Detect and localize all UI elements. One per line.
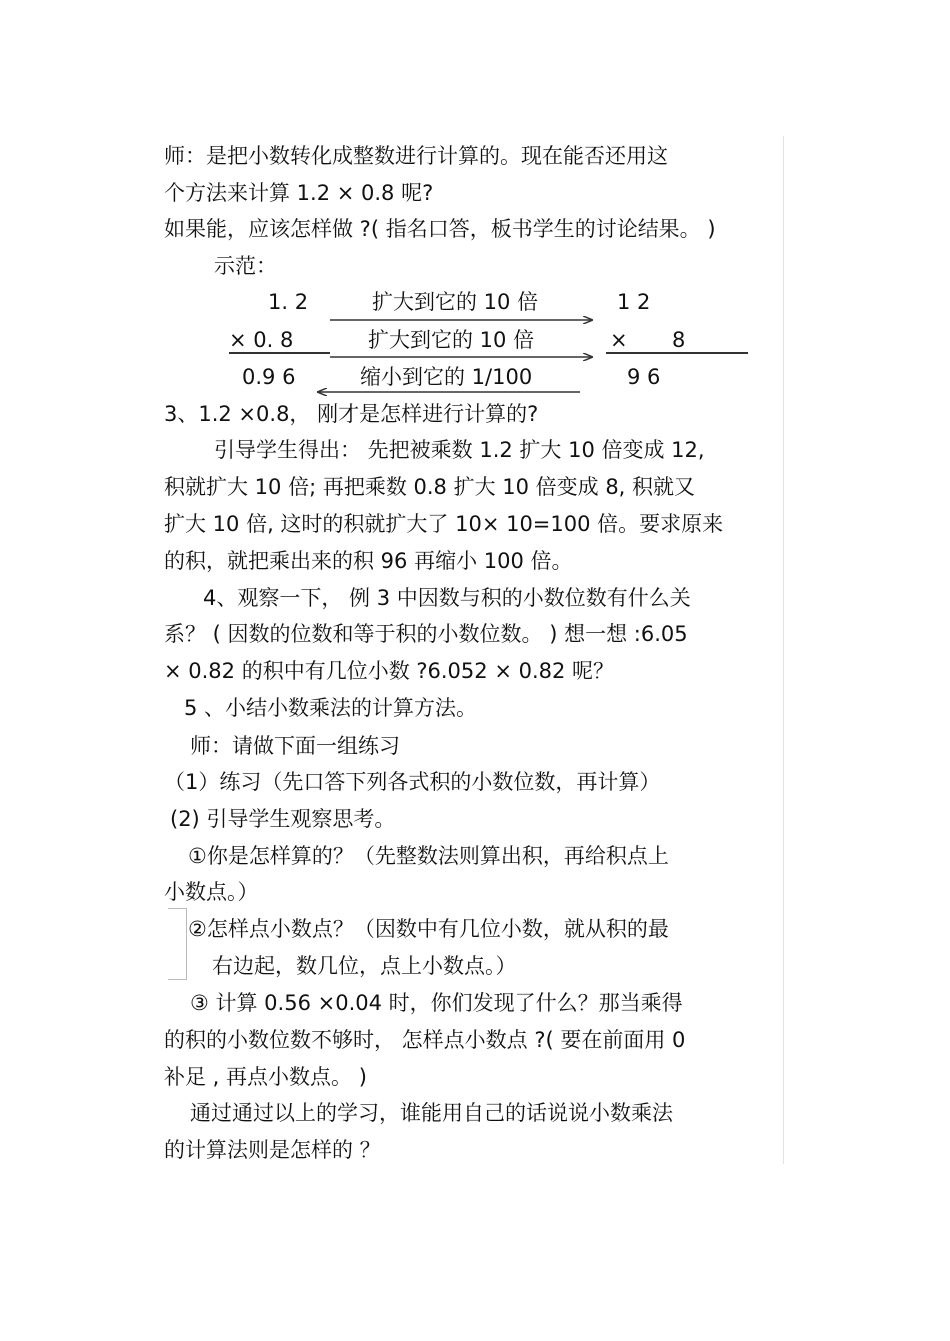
demo-int-factor1: 1 2 (617, 290, 651, 314)
paragraph-line: 积就扩大 10 倍; 再把乘数 0.8 扩大 10 倍变成 8, 积就又 (164, 475, 696, 499)
paragraph-line: 示范： (214, 254, 277, 278)
demo-arrow3-label: 缩小到它的 1/100 (360, 365, 533, 389)
demo-arrow2-label: 扩大到它的 10 倍 (368, 328, 535, 352)
paragraph-line: 通过通过以上的学习，谁能用自己的话说说小数乘法 (190, 1101, 673, 1125)
paragraph-line: (2) 引导学生观察思考。 (170, 807, 396, 831)
demo-factor2: × 0. 8 (229, 328, 294, 352)
paragraph-line: 右边起，数几位，点上小数点。） (212, 954, 517, 978)
paragraph-line: 个方法来计算 1.2 × 0.8 呢? (164, 181, 434, 205)
paragraph-line: 补足 , 再点小数点。 ) (164, 1065, 367, 1089)
paragraph-line: ②怎样点小数点？（因数中有几位小数，就从积的最 (188, 917, 669, 941)
paragraph-line: 师：是把小数转化成整数进行计算的。现在能否还用这 (164, 144, 668, 168)
paragraph-line: 的计算法则是怎样的 ？ (164, 1138, 381, 1162)
demo-factor1: 1. 2 (268, 290, 309, 314)
demo-int-factor2: 8 (672, 328, 686, 352)
paragraph-line: 如果能，应该怎样做 ?( 指名口答，板书学生的讨论结果。 ) (164, 217, 716, 241)
paragraph-line: 的积的小数位数不够时， 怎样点小数点 ?( 要在前面用 0 (164, 1028, 686, 1052)
paragraph-line: 系？ ( 因数的位数和等于积的小数位数。 ) 想一想 :6.05 (164, 622, 688, 646)
paragraph-line: 引导学生得出： 先把被乘数 1.2 扩大 10 倍变成 12, (214, 438, 705, 462)
paragraph-line: 的积，就把乘出来的积 96 再缩小 100 倍。 (164, 549, 573, 573)
margin-bracket (168, 908, 187, 980)
paragraph-line: 5 、小结小数乘法的计算方法。 (184, 696, 478, 720)
paragraph-line: 扩大 10 倍, 这时的积就扩大了 10× 10=100 倍。要求原来 (164, 512, 724, 536)
paragraph-line: ③ 计算 0.56 ×0.04 时，你们发现了什么？那当乘得 (190, 991, 683, 1015)
demo-arrow1-label: 扩大到它的 10 倍 (372, 290, 539, 314)
demo-int-times: × (610, 328, 628, 352)
demo-product: 0.9 6 (242, 365, 296, 389)
paragraph-line: 师：请做下面一组练习 (190, 734, 400, 758)
paragraph-line: ①你是怎样算的？（先整数法则算出积，再给积点上 (188, 844, 669, 868)
paragraph-line: 小数点。） (164, 880, 259, 904)
demo-arrows (0, 0, 950, 420)
demo-int-product: 9 6 (627, 365, 661, 389)
paragraph-line: （1）练习（先口答下列各式积的小数位数，再计算） (164, 770, 661, 794)
paragraph-line: 4、观察一下， 例 3 中因数与积的小数位数有什么关 (203, 586, 691, 610)
paragraph-line: 3、1.2 ×0.8， 刚才是怎样进行计算的? (164, 402, 539, 426)
paragraph-line: × 0.82 的积中有几位小数 ?6.052 × 0.82 呢？ (164, 659, 615, 683)
